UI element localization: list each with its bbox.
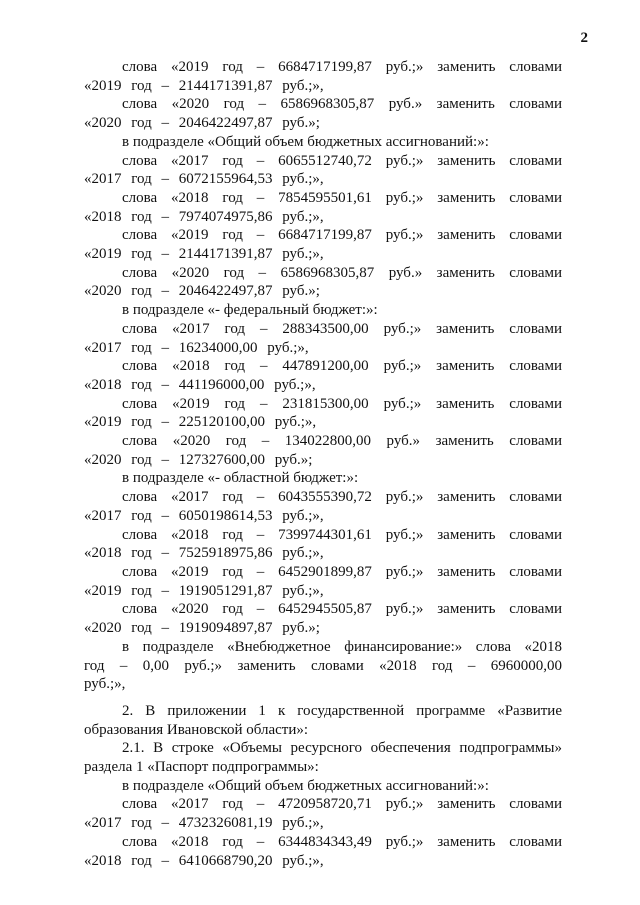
paragraph: слова «2017 год – 6065512740,72 руб.;» заменить словами «2017 год – 6072155964,53 руб.;»,	[84, 152, 562, 188]
paragraph: слова «2018 год – 7854595501,61 руб.;» заменить словами «2018 год – 7974074975,86 руб.;»,	[84, 189, 562, 225]
paragraph: в подразделе «- федеральный бюджет:»:	[122, 302, 378, 319]
paragraph: слова «2019 год – 231815300,00 руб.;» заменить словами «2019 год – 225120100,00 руб.;»,	[84, 395, 562, 431]
paragraph: слова «2019 год – 6684717199,87 руб.;» заменить словами «2019 год – 2144171391,87 руб.;»,	[84, 227, 562, 263]
paragraph: 2.1. В строке «Объемы ресурсного обеспечения подпрограммы» раздела 1 «Паспорт подпрограммы»:	[84, 740, 562, 776]
paragraph: слова «2019 год – 6684717199,87 руб.;» заменить словами «2019 год – 2144171391,87 руб.;»,	[84, 59, 562, 94]
paragraph: в подразделе «Внебюджетное финансирование:» слова «2018 год – 0,00 руб.;» заменить словами «2018 год – 6960000,00 руб.;»,	[84, 638, 562, 693]
paragraph: 2. В приложении 1 к государственной программе «Развитие образования Ивановской области»:	[84, 702, 562, 738]
paragraph: слова «2018 год – 7399744301,61 руб.;» заменить словами «2018 год – 7525918975,86 руб.;»,	[84, 526, 562, 562]
paragraph: слова «2020 год – 6452945505,87 руб.;» заменить словами «2020 год – 1919094897,87 руб.»;	[84, 601, 562, 637]
paragraph: слова «2017 год – 288343500,00 руб.;» заменить словами «2017 год – 16234000,00 руб.;»,	[84, 320, 562, 356]
document-body	[84, 58, 562, 870]
paragraph: слова «2017 год – 4720958720,71 руб.;» заменить словами «2017 год – 4732326081,19 руб.;»,	[84, 796, 562, 832]
paragraph: слова «2018 год – 6344834343,49 руб.;» заменить словами «2018 год – 6410668790,20 руб.;»,	[84, 833, 562, 869]
paragraph: слова «2020 год – 134022800,00 руб.» заменить словами «2020 год – 127327600,00 руб.»;	[84, 433, 562, 468]
page-number: 2	[580, 30, 588, 46]
paragraph: в подразделе «Общий объем бюджетных ассигнований:»:	[122, 133, 489, 150]
paragraph: слова «2020 год – 6586968305,87 руб.» заменить словами «2020 год – 2046422497,87 руб.»;	[84, 96, 562, 132]
paragraph: в подразделе «- областной бюджет:»:	[122, 470, 359, 487]
paragraph: слова «2019 год – 6452901899,87 руб.;» заменить словами «2019 год – 1919051291,87 руб.;»,	[84, 563, 562, 599]
paragraph: слова «2020 год – 6586968305,87 руб.» заменить словами «2020 год – 2046422497,87 руб.»;	[84, 264, 562, 300]
paragraph: слова «2018 год – 447891200,00 руб.;» заменить словами «2018 год – 441196000,00 руб.;»,	[84, 358, 562, 393]
paragraph: в подразделе «Общий объем бюджетных ассигнований:»:	[122, 777, 489, 794]
paragraph: слова «2017 год – 6043555390,72 руб.;» заменить словами «2017 год – 6050198614,53 руб.;»,	[84, 489, 562, 524]
